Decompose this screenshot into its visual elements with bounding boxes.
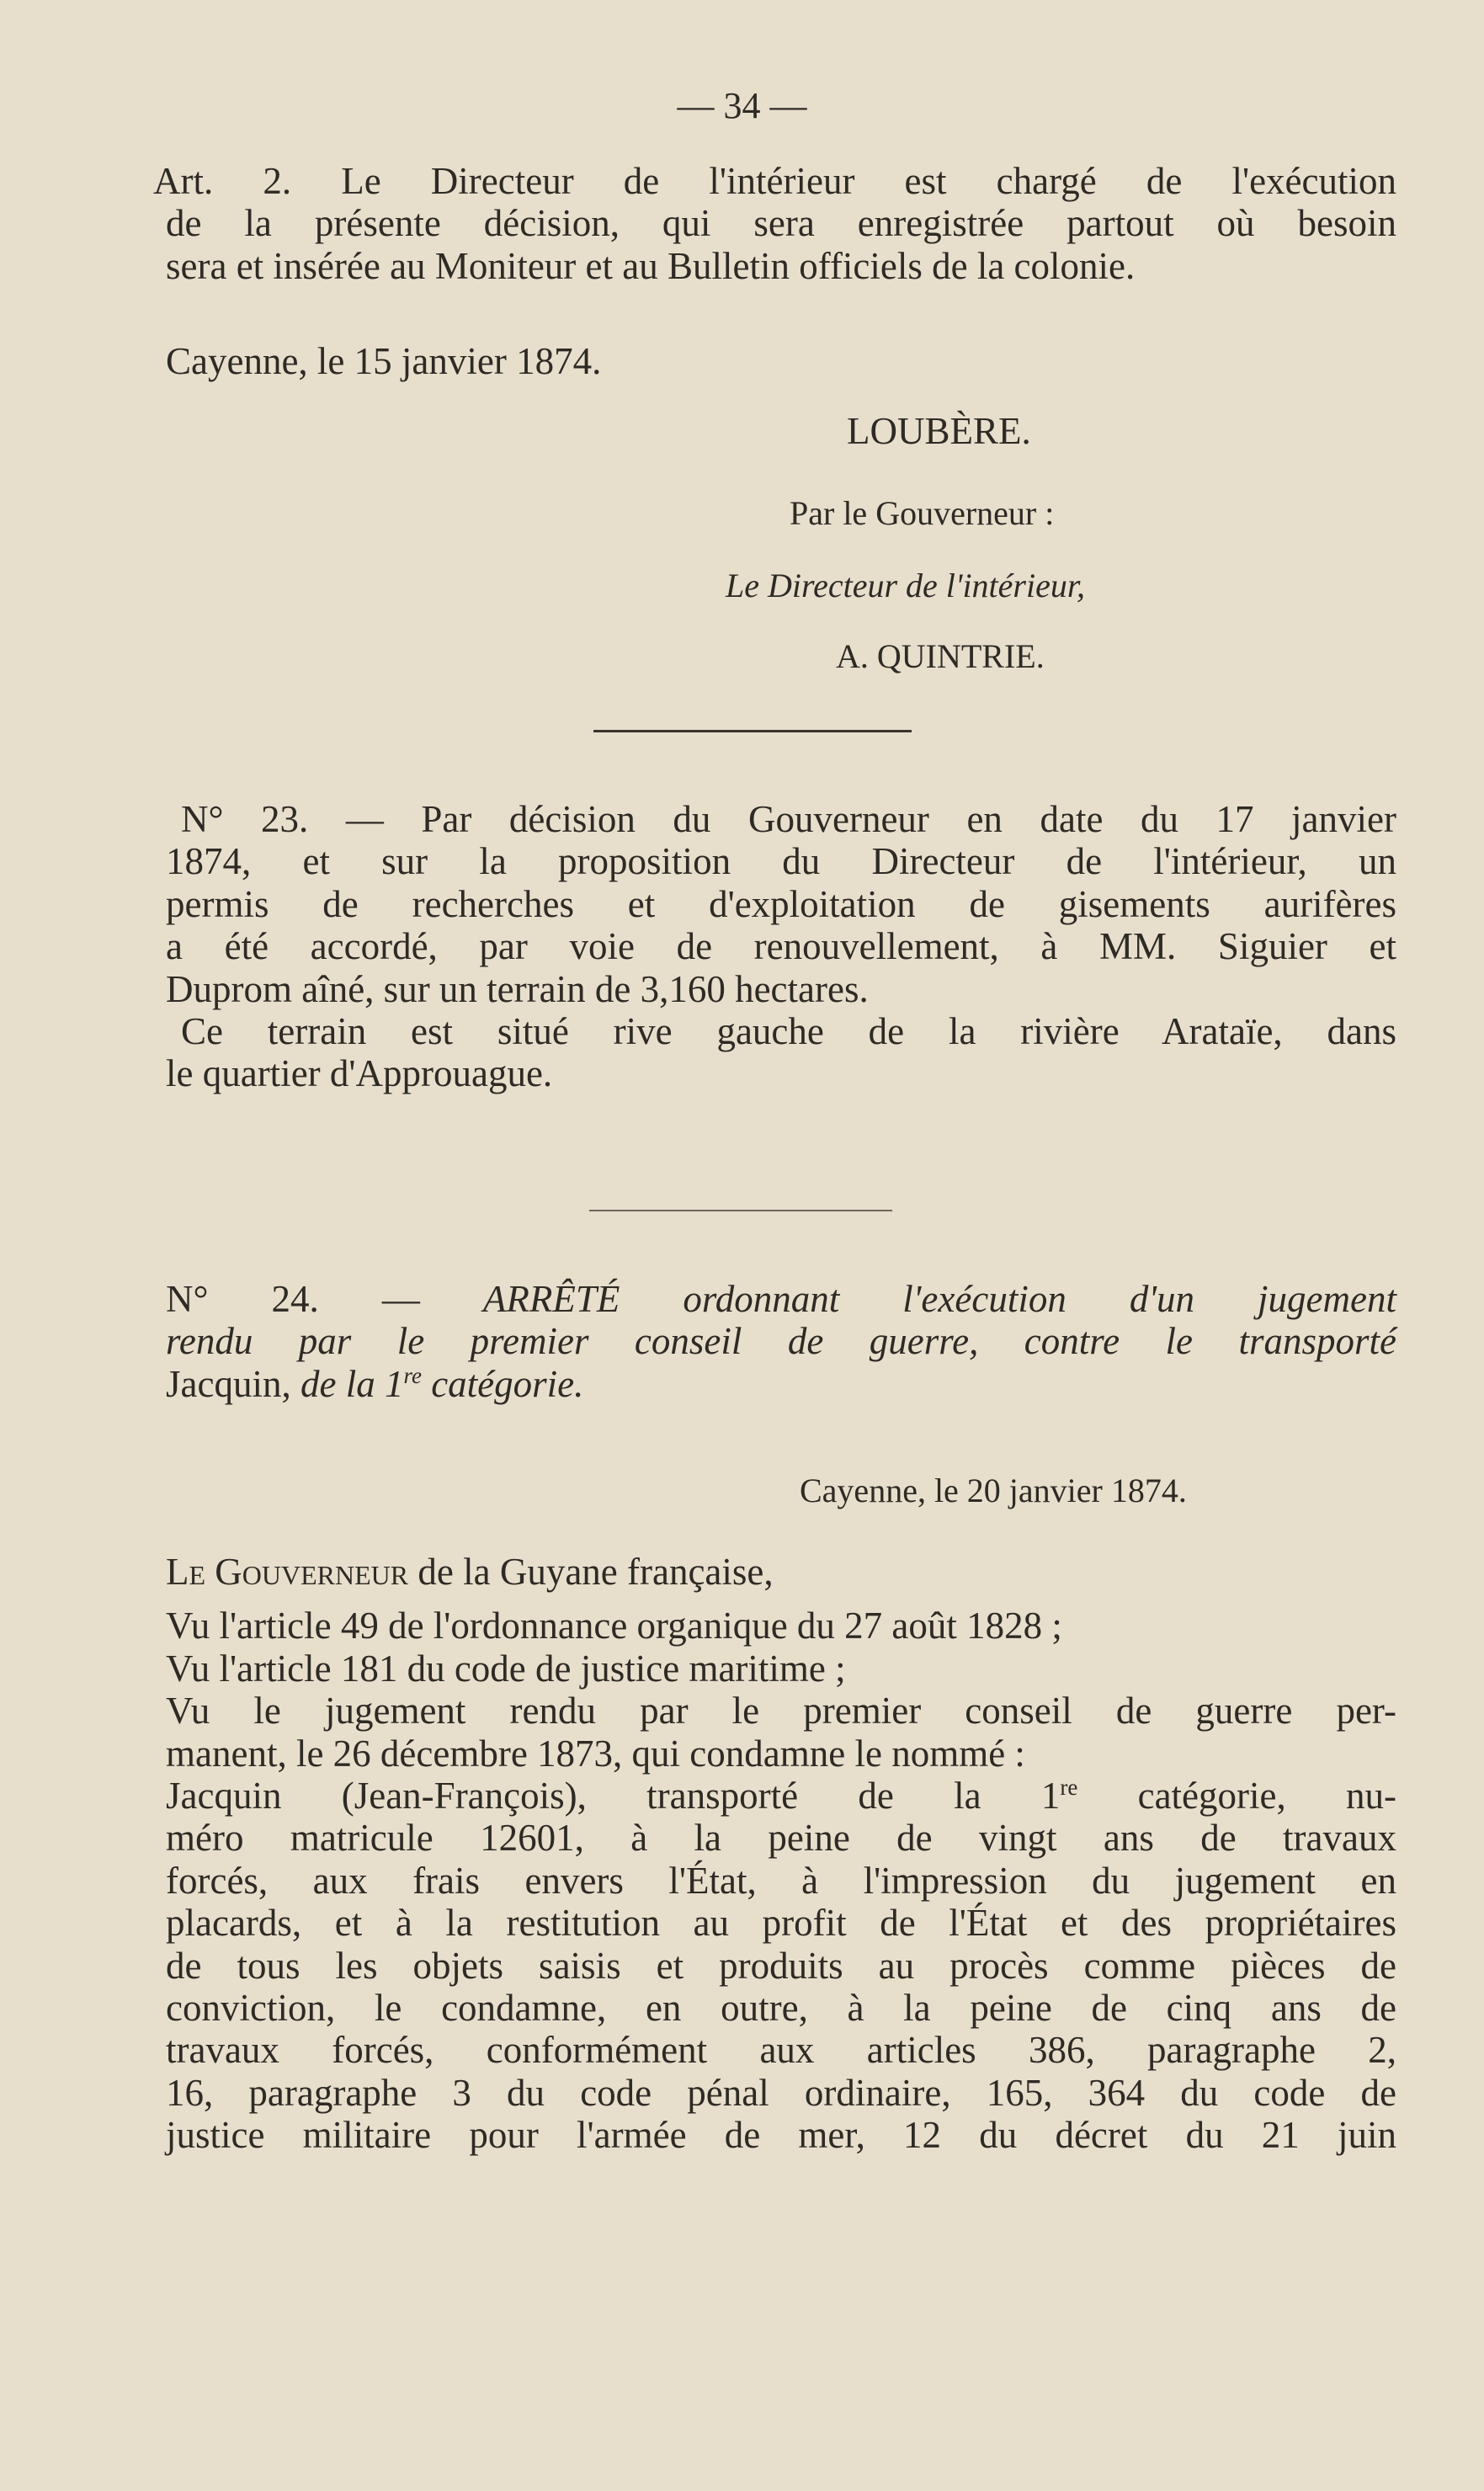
directeur-name: A. QUINTRIE. bbox=[836, 637, 1045, 675]
decision-23 bbox=[166, 798, 1396, 1095]
decision-line: permis de recherches et d'exploitation de gisements aurifères bbox=[166, 882, 1396, 925]
decree-title-line: Jacquin, de la 1re catégorie. bbox=[166, 1362, 584, 1405]
body-line: travaux forcés, conformément aux articles 386, paragraphe 2, bbox=[166, 2029, 1396, 2072]
body-line: de tous les objets saisis et produits au procès comme pièces de bbox=[166, 1944, 1396, 1987]
convict-name: Jacquin, bbox=[166, 1362, 291, 1405]
body-line: 16, paragraphe 3 du code pénal ordinaire, 165, 364 du code de bbox=[166, 2071, 1396, 2114]
decree-title: ARRÊTÉ ordonnant l'exécution d'un jugement bbox=[482, 1278, 1396, 1320]
decree-24-heading bbox=[166, 1278, 1396, 1405]
date-line-2: Cayenne, le 20 janvier 1874. bbox=[800, 1472, 1187, 1509]
article-line: Art. 2. Le Directeur de l'intérieur est chargé de l'exécution bbox=[153, 160, 1396, 202]
decision-line: a été accordé, par voie de renouvellement, à MM. Siguier et bbox=[166, 925, 1396, 968]
body-line: placards, et à la restitution au profit de l'État et des propriétaires bbox=[166, 1902, 1396, 1945]
body-line: Vu le jugement rendu par le premier conseil de guerre per- bbox=[166, 1690, 1396, 1733]
decision-line: N° 23. — Par décision du Gouverneur en date du 17 janvier bbox=[181, 798, 1396, 840]
body-line: manent, le 26 décembre 1873, qui condamne le nommé : bbox=[166, 1732, 1025, 1775]
decree-body bbox=[166, 1551, 1396, 2156]
body-line: méro matricule 12601, à la peine de vingt ans de travaux bbox=[166, 1817, 1396, 1860]
decision-line: Ce terrain est situé rive gauche de la rivière Arataïe, dans bbox=[181, 1009, 1396, 1052]
page-number: — 34 — bbox=[677, 85, 807, 126]
date-line-1: Cayenne, le 15 janvier 1874. bbox=[166, 340, 602, 382]
decree-title-line: rendu par le premier conseil de guerre, contre le transporté bbox=[166, 1320, 1396, 1363]
body-line: Vu l'article 49 de l'ordonnance organique du 27 août 1828 ; bbox=[166, 1605, 1062, 1647]
body-line: conviction, le condamne, en outre, à la peine de cinq ans de bbox=[166, 1986, 1396, 2029]
body-line: Vu l'article 181 du code de justice maritime ; bbox=[166, 1647, 846, 1690]
body-line: Jacquin (Jean-François), transporté de la 1re catégorie, nu- bbox=[166, 1774, 1396, 1817]
article-2 bbox=[153, 160, 1396, 287]
body-line: justice militaire pour l'armée de mer, 12 du décret du 21 juin bbox=[166, 2114, 1396, 2157]
section-divider bbox=[593, 730, 912, 732]
decision-line: 1874, et sur la proposition du Directeur de l'intérieur, un bbox=[166, 840, 1396, 883]
article-line: sera et insérée au Moniteur et au Bulletin officiels de la colonie. bbox=[166, 244, 1136, 287]
signatory: LOUBÈRE. bbox=[847, 410, 1031, 452]
decision-line: Duprom aîné, sur un terrain de 3,160 hectares. bbox=[166, 967, 869, 1010]
decree-title-line bbox=[166, 1278, 1396, 1320]
decree-number: N° 24. — bbox=[166, 1278, 483, 1320]
body-line: forcés, aux frais envers l'État, à l'impression du jugement en bbox=[166, 1859, 1396, 1902]
decision-line: le quartier d'Approuague. bbox=[166, 1052, 553, 1095]
body-line: Le Gouverneur de la Guyane française, bbox=[166, 1551, 774, 1593]
par-le-gouverneur: Par le Gouverneur : bbox=[790, 494, 1055, 532]
directeur-title: Le Directeur de l'intérieur, bbox=[726, 567, 1085, 604]
article-line: de la présente décision, qui sera enregistrée partout où besoin bbox=[166, 202, 1396, 245]
section-divider bbox=[589, 1210, 892, 1211]
